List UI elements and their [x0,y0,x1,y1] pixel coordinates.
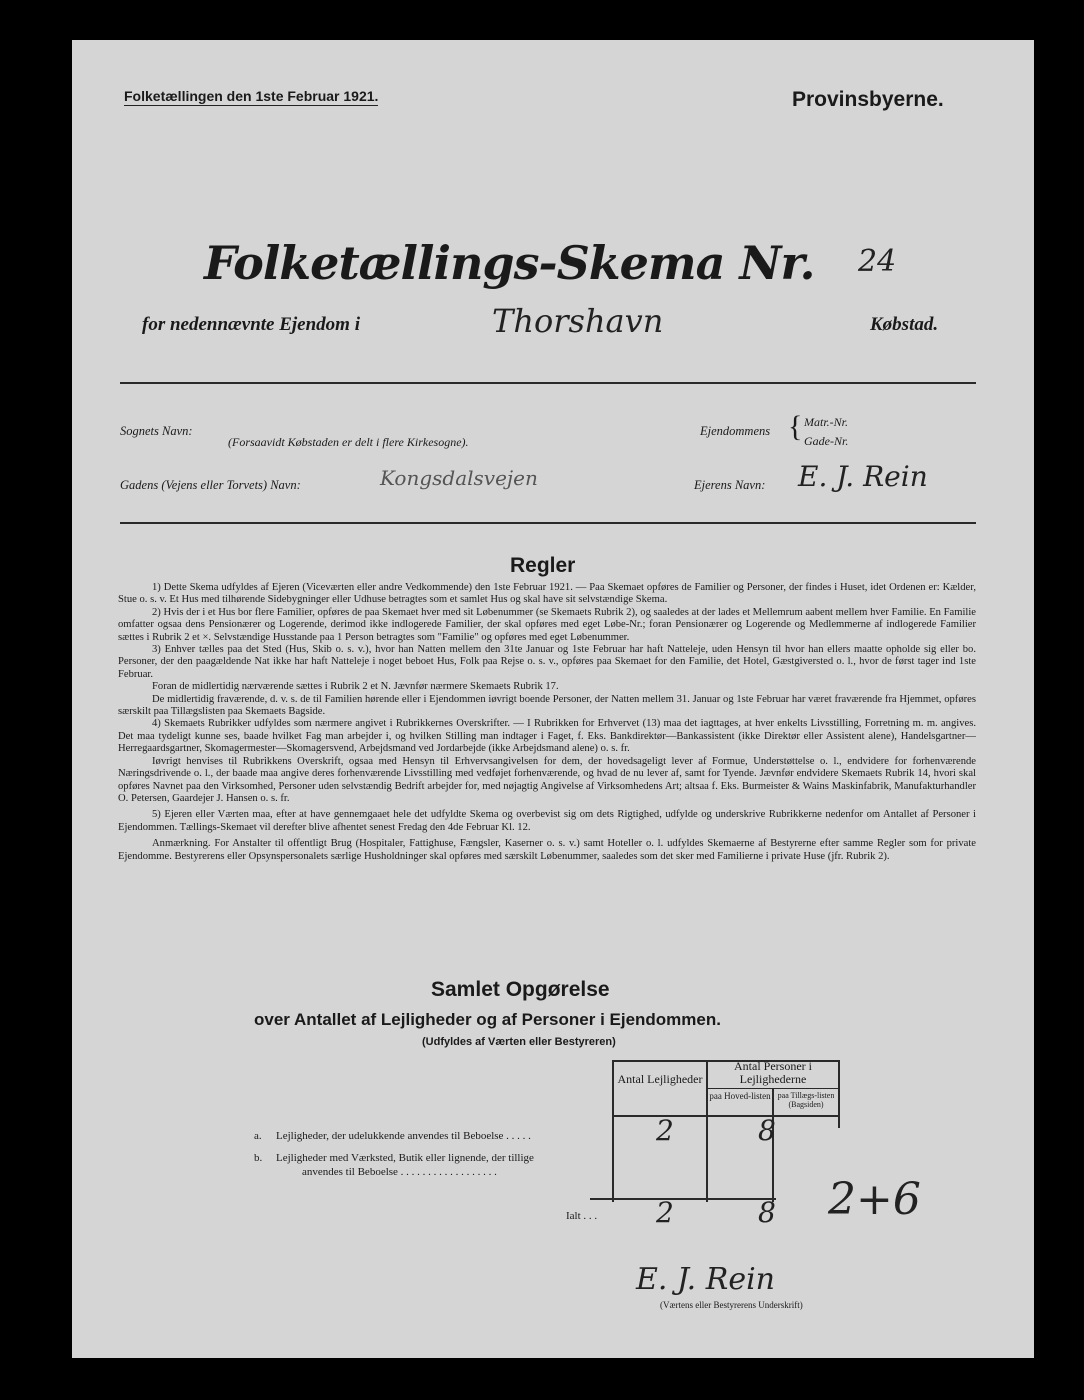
total-label: Ialt . . . [566,1210,598,1222]
table-left-line [612,1060,614,1202]
summary-title: Samlet Opgørelse [431,978,610,1001]
summary-subtitle: over Antallet af Lejligheder og af Personer i Ejendommen. [254,1010,721,1029]
rules-text [118,582,976,863]
form-number: 24 [858,244,897,279]
for-property-label: for nedennævnte Ejendom i [142,314,360,335]
total-extra-note: 2+6 [828,1174,921,1225]
rules-heading: Regler [510,554,576,577]
form-title: Folketællings-Skema Nr. [204,236,815,290]
row-a-apartments: 2 [656,1114,674,1147]
col-supplement-header: paa Tillægs-listen (Bagsiden) [777,1091,835,1109]
rule-2: 2) Hvis der i et Hus bor flere Familier, opføres de paa Skemaet hver med sit Løbenummer (se Skemaets Rubrik 2), og saaledes at der lades et Mellemrum aabent mellem hver Familie. En Familie omfatter ogsaa dens Pensionærer og Logerende, derimod ikke indlogerede Familier, der skal opføres med eget Løbe-Nr.; foran Pensionærer og Logerende og Medlemmerne af indlogerede Familier sættes i Rubrik 2 et ×. Selvstændige Husstande paa 1 Person betragtes som "Familie" og opføres med eget Løbenummer. [118,606,976,643]
table-header-bottom [612,1115,838,1117]
street-label: Gadens (Vejens eller Torvets) Navn: [120,478,301,492]
rule-3-note-temporary-present: Foran de midlertidig nærværende sættes i Rubrik 2 et N. Jævnfør nærmere Skemaets Rubrik 17. [152,681,559,693]
table-persons-subline [706,1088,838,1089]
row-a-main-list: 8 [758,1114,776,1147]
rule-3: 3) Enhver tælles paa det Sted (Hus, Skib o. s. v.), hvor han Natten mellem den 31te Januar og 1ste Februar har haft Natteleje, uden Hensyn til hvor han ellers maatte opholde sig eller bo. Personer, der den paagældende Nat ikke har haft Natteleje i noget beboet Hus, Folk paa Rejse o. s. v., opføres paa Skemaet for den Familie, det Hotel, Gæstgiversted o. l., hvor de først tager ind 1ste Februar. [118,644,976,680]
row-b-letter: b. [254,1152,263,1164]
owner-signature: E. J. Rein [636,1262,775,1297]
row-b-label-1: Lejligheder med Værksted, Butik eller lignende, der tillige [276,1152,534,1164]
rule-1: 1) Dette Skema udfyldes af Ejeren (Viceværten eller andre Vedkommende) den 1ste Februar 1921. — Paa Skemaet opføres de Familier og Personer, der findes i Huset, idet Ordenen er: Kælder, Stue o. s. v. Et Hus med tilhørende Sidebygninger eller Udhuse betragtes som et samlet Hus og skal have sit selvstændige Skema. [118,582,976,606]
row-a-label: Lejligheder, der udelukkende anvendes til Beboelse . . . . . [276,1130,531,1142]
divider-middle [120,522,976,524]
col-persons-header: Antal Personer i Lejlighederne [734,1059,812,1086]
rule-3-note-temporary-absent: De midlertidig fraværende, d. v. s. de til Familien hørende eller i Ejendommen iøvrigt boende Personer, der Natten mellem 31. Januar og 1ste Februar har været fraværende fra Hjemmet, opføres særskilt paa Tillægslisten paa Skemaets Bagside. [118,693,976,718]
rule-5: 5) Ejeren eller Værten maa, efter at have gennemgaaet hele det udfyldte Skema og overbevist sig om dets Rigtighed, udfylde og underskrive Rubrikkerne nedenfor om Antallet af Personer i Ejendommen. Tællings-Skemaet vil derefter blive afhentet senest Fredag den 4de Februar Kl. 12. [118,809,976,833]
table-col-line-1 [706,1060,708,1202]
street-name: Kongsdalsvejen [380,466,538,490]
property-brace: { [788,410,803,443]
parish-note: (Forsaavidt Købstaden er delt i flere Kirkesogne). [228,435,469,449]
total-main-list: 8 [758,1196,776,1229]
town-name: Thorshavn [492,302,664,340]
matr-label: Matr.-Nr. [804,415,849,429]
table-total-line [590,1198,776,1200]
signature-caption: (Værtens eller Bestyrerens Underskrift) [660,1300,803,1310]
total-apartments: 2 [656,1196,674,1229]
gade-label: Gade-Nr. [804,434,849,448]
col-apartments-header: Antal Lejligheder [617,1072,703,1086]
divider-top [120,382,976,384]
owner-name: E. J. Rein [798,460,928,493]
region-label: Provinsbyerne. [792,88,944,111]
summary-note: (Udfyldes af Værten eller Bestyreren) [422,1036,616,1048]
property-label: Ejendommens [700,424,771,438]
town-type: Købstad. [870,314,939,335]
table-right-line [838,1060,840,1128]
rule-4-note: Iøvrigt henvises til Rubrikkens Overskrift, ogsaa med Hensyn til Erhvervsangivelsen for dem, der hovedsageligt lever af Formue, Understøttelse o. l., endvidere for forhenværende Næringsdrivende o. l., der baade maa angive deres forhenværende Livsstilling med vedføjet forhenværende, og hvad de nu lever af, samt for Tyende. Jævnfør endvidere Skemaets Rubrik 14, hvori skal opføres Navnet paa den Virksomhed, Personer uden selvstændig Bedrift arbejder for, med nøjagtig Angivelse af Virksomhedens Art; altsaa f. Eks. Burmeister & Wains Maskinfabrik, Manufakturhandler O. Petersen, Gaardejer J. Hansen o. s. fr. [118,755,976,804]
parish-label: Sognets Navn: [120,424,193,438]
census-date: Folketællingen den 1ste Februar 1921. [124,88,379,104]
remark: Anmærkning. For Anstalter til offentligt Brug (Hospitaler, Fattighuse, Fængsler, Kaserner o. s. v.) samt Hoteller o. l. udfyldes Skemaerne af Bestyrerne efter samme Regler som for private Ejendomme. Bestyrerens eller Opsynspersonalets særlige Husholdninger skal opføres med særskilt Løbenummer, saaledes som det sker med Familierne i private Huse (jfr. Rubrik 2). [118,838,976,862]
row-b-label-2: anvendes til Beboelse . . . . . . . . . . . . . . . . . . [302,1166,497,1178]
rule-4: 4) Skemaets Rubrikker udfyldes som nærmere angivet i Rubrikkernes Overskrifter. — I Rubrikken for Erhvervet (13) maa det iagttages, at hver enkelts Livsstilling, Forretning m. m. angives. Det maa tydeligt kunne ses, baade hvilket Fag man arbejder i, og hvilken Stilling man indtager i Faget, f. Eks. Bankdirektør—Bankassistent (ikke Direktør eller Assistent alene), Handelsgartner—Herregaardsgartner, Skomagermester—Skomagersvend, Arbejdsmand ved Jordarbejde (ikke Arbejdsmand alene) o. s. fr. [118,718,976,755]
owner-label: Ejerens Navn: [694,478,766,492]
row-a-letter: a. [254,1130,262,1142]
col-main-list-header: paa Hoved-listen [709,1091,771,1101]
